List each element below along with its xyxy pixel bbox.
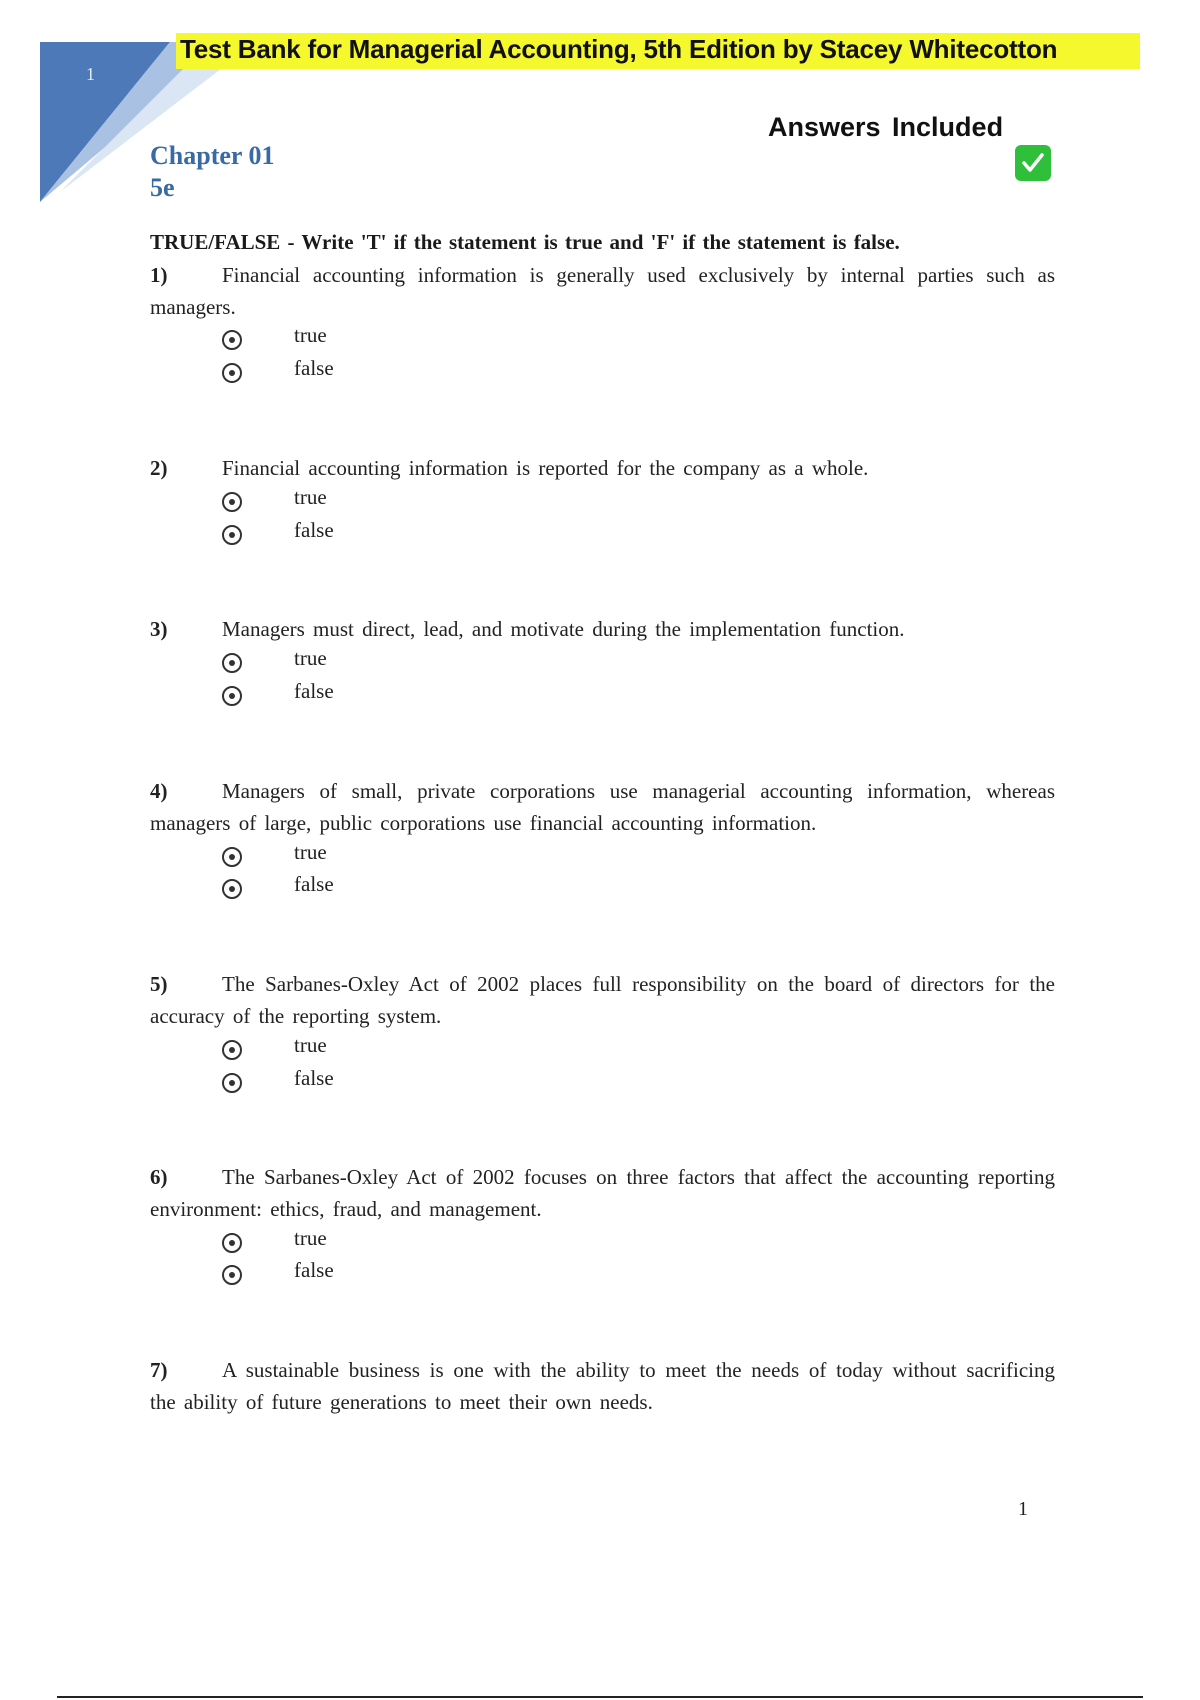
- option-label: true: [294, 840, 327, 864]
- question-7: [150, 1354, 1055, 1418]
- question-3: [150, 613, 1055, 645]
- radio-icon[interactable]: [222, 879, 242, 899]
- radio-icon[interactable]: [222, 363, 242, 383]
- question-number: 5): [150, 972, 168, 996]
- question-4: [150, 775, 1055, 839]
- radio-icon[interactable]: [222, 653, 242, 673]
- question-text: The Sarbanes-Oxley Act of 2002 focuses on three factors that affect the accounting reporting environment: ethics, fraud, and management.: [150, 1165, 1055, 1221]
- radio-icon[interactable]: [222, 1040, 242, 1060]
- bottom-divider: [57, 1696, 1143, 1698]
- chapter-title: Chapter 01: [150, 141, 275, 170]
- option-label: true: [294, 646, 327, 670]
- question-text: Managers of small, private corporations use managerial accounting information, whereas managers of large, public corporations use financial accounting information.: [150, 779, 1055, 835]
- question-5: [150, 968, 1055, 1032]
- page-number: 1: [1018, 1498, 1028, 1520]
- radio-icon[interactable]: [222, 1265, 242, 1285]
- question-text: Financial accounting information is reported for the company as a whole.: [222, 456, 869, 480]
- radio-icon[interactable]: [222, 330, 242, 350]
- page-marker: 1: [86, 64, 95, 84]
- chapter-edition: 5e: [150, 173, 175, 202]
- question-number: 4): [150, 779, 168, 803]
- question-number: 2): [150, 456, 168, 480]
- option-label: true: [294, 485, 327, 509]
- chapter-heading: [150, 140, 274, 204]
- answers-included-label: Answers Included: [768, 112, 1004, 142]
- radio-icon[interactable]: [222, 1233, 242, 1253]
- option-label: false: [294, 1066, 334, 1090]
- question-number: 3): [150, 617, 168, 641]
- question-number: 6): [150, 1165, 168, 1189]
- option-label: true: [294, 1226, 327, 1250]
- question-text: Managers must direct, lead, and motivate during the implementation function.: [222, 617, 905, 641]
- question-6: [150, 1161, 1055, 1225]
- radio-icon[interactable]: [222, 492, 242, 512]
- section-instructions: TRUE/FALSE - Write 'T' if the statement is true and 'F' if the statement is false.: [150, 230, 900, 254]
- question-1: [150, 259, 1055, 323]
- radio-icon[interactable]: [222, 847, 242, 867]
- document-title: Test Bank for Managerial Accounting, 5th Edition by Stacey Whitecotton: [180, 34, 1058, 64]
- option-label: true: [294, 1033, 327, 1057]
- option-label: true: [294, 323, 327, 347]
- question-number: 7): [150, 1358, 168, 1382]
- option-label: false: [294, 356, 334, 380]
- option-label: false: [294, 679, 334, 703]
- radio-icon[interactable]: [222, 525, 242, 545]
- question-text: A sustainable business is one with the ability to meet the needs of today without sacrificing the ability of future generations to meet their own needs.: [150, 1358, 1055, 1414]
- question-2: [150, 452, 1055, 484]
- radio-icon[interactable]: [222, 1073, 242, 1093]
- option-label: false: [294, 1258, 334, 1282]
- checkmark-icon: [1015, 145, 1051, 181]
- question-text: The Sarbanes-Oxley Act of 2002 places full responsibility on the board of directors for the accuracy of the reporting system.: [150, 972, 1055, 1028]
- option-label: false: [294, 518, 334, 542]
- question-number: 1): [150, 263, 168, 287]
- option-label: false: [294, 872, 334, 896]
- question-text: Financial accounting information is generally used exclusively by internal parties such as managers.: [150, 263, 1055, 319]
- radio-icon[interactable]: [222, 686, 242, 706]
